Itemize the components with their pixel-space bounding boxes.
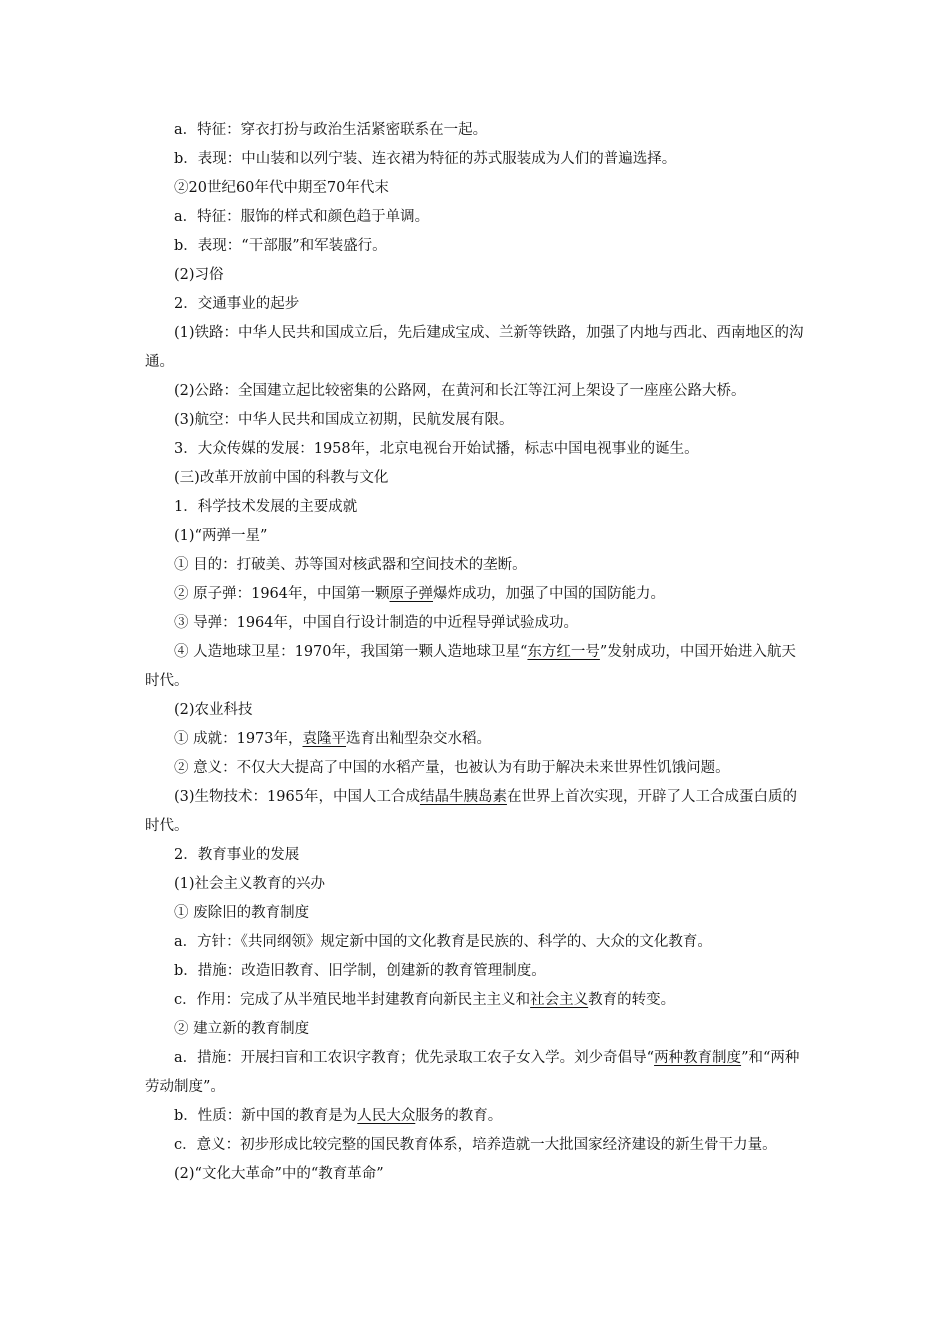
text-run: ② 建立新的教育制度 [174, 1021, 310, 1037]
paragraph [145, 783, 807, 841]
text-run: b．措施：改造旧教育、旧学制，创建新的教育管理制度。 [174, 963, 546, 979]
text-run: (2)习俗 [174, 267, 224, 283]
paragraph [145, 203, 807, 232]
underlined-term: 袁隆平 [302, 731, 347, 747]
text-run: b．表现：中山装和以列宁装、连衣裙为特征的苏式服装成为人们的普遍选择。 [174, 151, 677, 167]
paragraph [145, 377, 807, 406]
paragraph [145, 522, 807, 551]
underlined-term: 人民大众 [357, 1108, 416, 1124]
paragraph [145, 1015, 807, 1044]
paragraph [145, 1160, 807, 1189]
paragraph [145, 290, 807, 319]
text-run: (三)改革开放前中国的科教与文化 [174, 470, 389, 486]
text-run: ②20世纪60年代中期至70年代末 [174, 180, 389, 196]
text-run: c．意义：初步形成比较完整的国民教育体系，培养造就一大批国家经济建设的新生骨干力量。 [174, 1137, 777, 1153]
text-run: b．表现：“干部服”和军装盛行。 [174, 238, 387, 254]
text-run: 2．教育事业的发展 [174, 847, 300, 863]
paragraph [145, 870, 807, 899]
text-run: 教育的转变。 [588, 992, 676, 1008]
paragraph [145, 638, 807, 696]
paragraph [145, 435, 807, 464]
paragraph [145, 986, 807, 1015]
text-run: ② 意义：不仅大大提高了中国的水稻产量，也被认为有助于解决未来世界性饥饿问题。 [174, 760, 730, 776]
text-run: 服务的教育。 [415, 1108, 503, 1124]
paragraph [145, 174, 807, 203]
text-run: ③ 导弹：1964年，中国自行设计制造的中近程导弹试验成功。 [174, 615, 579, 631]
text-run: 2．交通事业的起步 [174, 296, 300, 312]
text-run: (2)农业科技 [174, 702, 253, 718]
paragraph [145, 493, 807, 522]
text-run: ① 废除旧的教育制度 [174, 905, 310, 921]
underlined-term: 原子弹 [389, 586, 434, 602]
paragraph [145, 696, 807, 725]
paragraph [145, 551, 807, 580]
text-run: a．特征：穿衣打扮与政治生活紧密联系在一起。 [174, 122, 488, 138]
paragraph [145, 841, 807, 870]
underlined-term: 社会主义 [530, 992, 589, 1008]
paragraph [145, 319, 807, 377]
paragraph [145, 261, 807, 290]
text-run: a．特征：服饰的样式和颜色趋于单调。 [174, 209, 430, 225]
text-run: 1．科学技术发展的主要成就 [174, 499, 358, 515]
paragraph [145, 725, 807, 754]
text-run: b．性质：新中国的教育是为 [174, 1108, 358, 1124]
document-body [145, 116, 807, 1189]
text-run: ④ 人造地球卫星：1970年，我国第一颗人造地球卫星“ [174, 644, 528, 660]
text-run: (3)航空：中华人民共和国成立初期，民航发展有限。 [174, 412, 514, 428]
text-run: 3．大众传媒的发展：1958年，北京电视台开始试播，标志中国电视事业的诞生。 [174, 441, 699, 457]
underlined-term: 东方红一号 [527, 644, 600, 660]
paragraph [145, 580, 807, 609]
text-run: (1)社会主义教育的兴办 [174, 876, 326, 892]
paragraph [145, 1131, 807, 1160]
paragraph [145, 609, 807, 638]
paragraph [145, 232, 807, 261]
text-run: (1)铁路：中华人民共和国成立后，先后建成宝成、兰新等铁路，加强了内地与西北、西南地区的沟通。 [145, 325, 804, 370]
text-run: c．作用：完成了从半殖民地半封建教育向新民主主义和 [174, 992, 531, 1008]
text-run: ”和“两种劳动制度”。 [145, 1050, 800, 1095]
paragraph [145, 899, 807, 928]
paragraph [145, 1044, 807, 1102]
paragraph [145, 957, 807, 986]
text-run: (2)“文化大革命”中的“教育革命” [174, 1166, 384, 1182]
text-run: ① 成就：1973年， [174, 731, 303, 747]
text-run: ② 原子弹：1964年，中国第一颗 [174, 586, 390, 602]
text-run: a．措施：开展扫盲和工农识字教育；优先录取工农子女入学。刘少奇倡导“ [174, 1050, 655, 1066]
text-run: 在世界上首次实现，开辟了人工合成蛋白质的时代。 [145, 789, 797, 834]
text-run: (1)“两弹一星” [174, 528, 268, 544]
paragraph [145, 754, 807, 783]
text-run: 爆炸成功，加强了中国的国防能力。 [433, 586, 666, 602]
text-run: 选育出籼型杂交水稻。 [346, 731, 492, 747]
paragraph [145, 116, 807, 145]
paragraph [145, 406, 807, 435]
text-run: ”发射成功，中国开始进入航天时代。 [145, 644, 796, 689]
paragraph [145, 464, 807, 493]
paragraph [145, 1102, 807, 1131]
text-run: a．方针：《共同纲领》规定新中国的文化教育是民族的、科学的、大众的文化教育。 [174, 934, 712, 950]
underlined-term: 两种教育制度 [654, 1050, 742, 1066]
text-run: (3)生物技术：1965年，中国人工合成 [174, 789, 420, 805]
paragraph [145, 928, 807, 957]
paragraph [145, 145, 807, 174]
underlined-term: 结晶牛胰岛素 [419, 789, 507, 805]
text-run: (2)公路：全国建立起比较密集的公路网，在黄河和长江等江河上架设了一座座公路大桥。 [174, 383, 746, 399]
text-run: ① 目的：打破美、苏等国对核武器和空间技术的垄断。 [174, 557, 527, 573]
